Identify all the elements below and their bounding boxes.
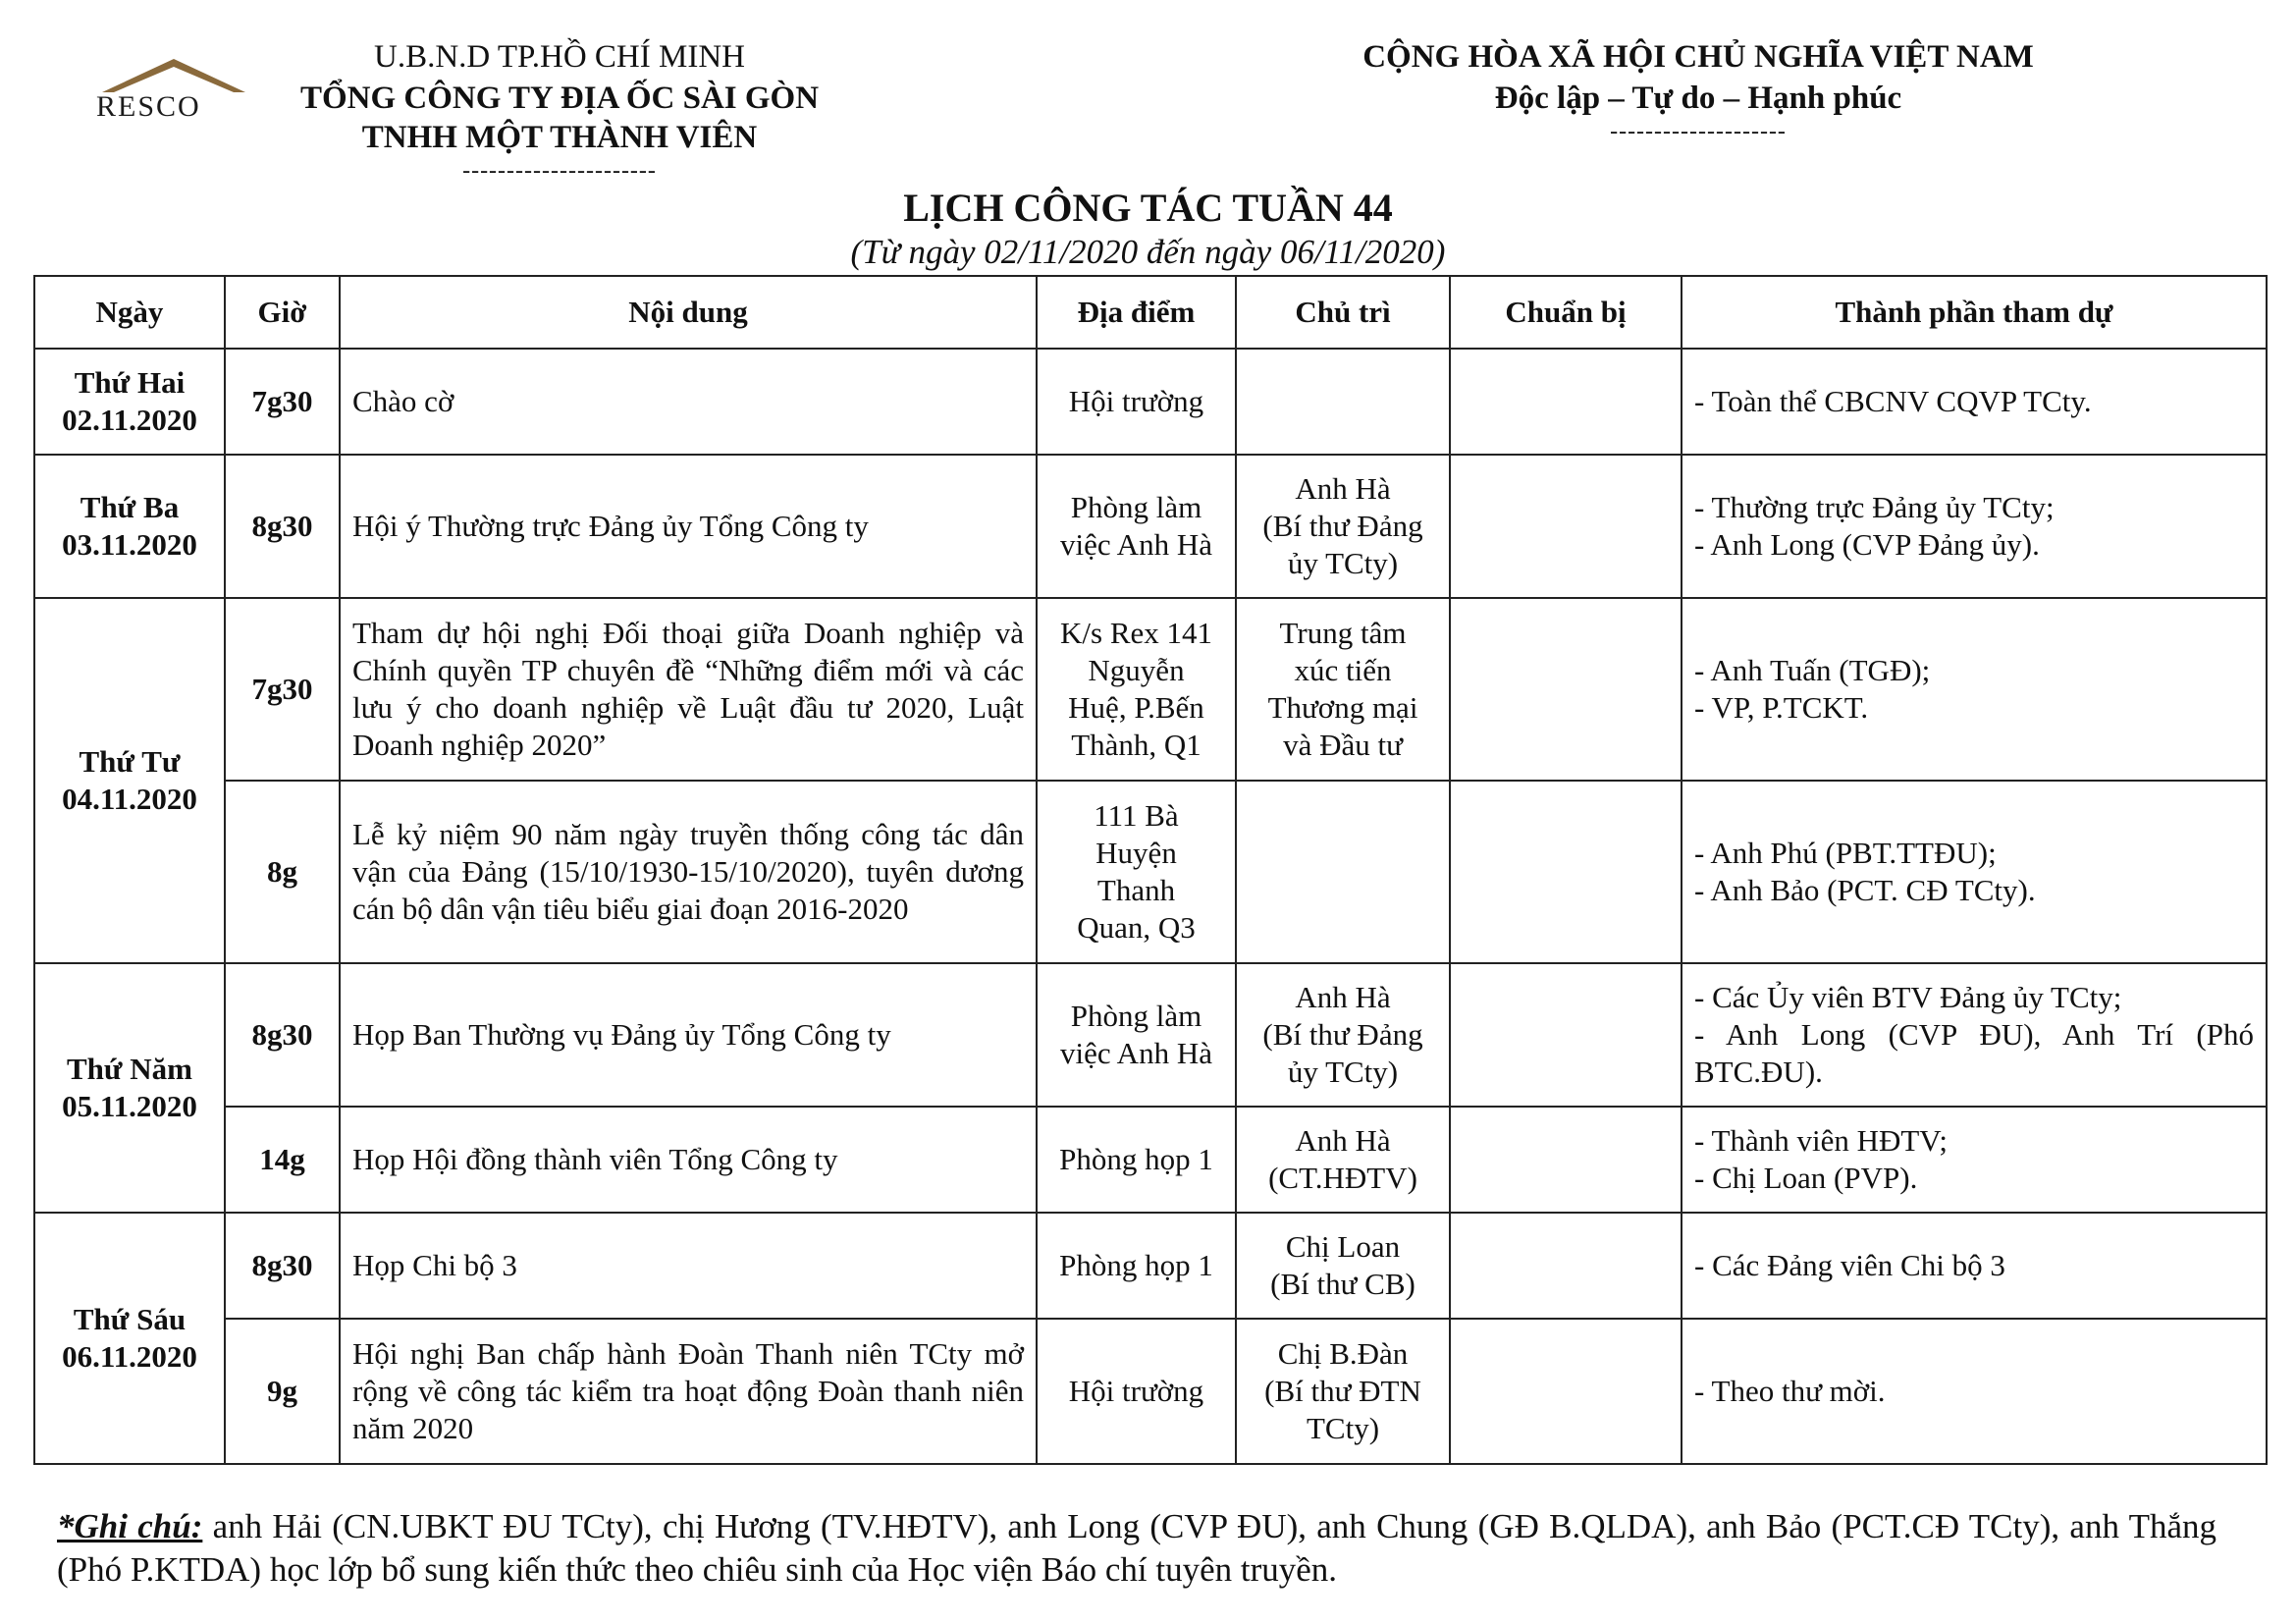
content-cell: Tham dự hội nghị Đối thoại giữa Doanh nghiệp và Chính quyền TP chuyên đề “Những điểm mới và các lưu ý cho doanh nghiệp về Luật đầu tư 2020, Luật Doanh nghiệp 2020” (340, 598, 1037, 781)
day-cell (34, 1213, 225, 1464)
day-name: Thứ Ba (80, 490, 180, 524)
place-line: việc Anh Hà (1060, 1036, 1212, 1070)
table-row (34, 1319, 2267, 1464)
attendees-cell (1682, 598, 2267, 781)
place-line: Huyện (1095, 836, 1177, 870)
place-line: Thanh (1096, 873, 1176, 907)
host-line: ủy TCty) (1287, 1055, 1399, 1089)
attendees-cell (1682, 349, 2267, 455)
host-line: Anh Hà (1295, 1123, 1391, 1158)
col-header-content: Nội dung (340, 276, 1037, 349)
time-cell: 9g (225, 1319, 340, 1464)
table-row (34, 349, 2267, 455)
attendee-line: - Toàn thể CBCNV CQVP TCty. (1694, 384, 2092, 418)
col-header-time: Giờ (225, 276, 340, 349)
place-line: Phòng họp 1 (1059, 1142, 1213, 1176)
place-cell (1037, 1107, 1236, 1213)
host-cell (1236, 349, 1450, 455)
content-cell: Hội nghị Ban chấp hành Đoàn Thanh niên TCty mở rộng về công tác kiểm tra hoạt động Đoàn thanh niên năm 2020 (340, 1319, 1037, 1464)
day-cell (34, 963, 225, 1213)
day-name: Thứ Hai (74, 365, 186, 400)
org-line-1: U.B.N.D TP.HỒ CHÍ MINH (373, 39, 745, 75)
content-cell: Lễ kỷ niệm 90 năm ngày truyền thống công tác dân vận của Đảng (15/10/1930-15/10/2020), tuyên dương cán bộ dân vận tiêu biểu giai đoạn 2016-2020 (340, 781, 1037, 963)
schedule-table (33, 275, 2268, 1465)
host-line: Chị Loan (1285, 1229, 1401, 1264)
host-line: Anh Hà (1295, 980, 1391, 1014)
national-header (1306, 35, 2091, 145)
org-line-2: TỔNG CÔNG TY ĐỊA ỐC SÀI GÒN (299, 81, 820, 116)
attendee-line: - Anh Bảo (PCT. CĐ TCty). (1694, 873, 2036, 907)
table-row (34, 963, 2267, 1107)
prep-cell (1450, 1213, 1682, 1319)
attendee-line: - Thường trực Đảng ủy TCty; (1694, 490, 2055, 524)
place-line: Hội trường (1068, 384, 1204, 418)
day-date: 04.11.2020 (62, 782, 197, 816)
prep-cell (1450, 781, 1682, 963)
attendee-line: - Chị Loan (PVP). (1694, 1161, 1918, 1195)
host-line: (Bí thư Đảng (1262, 1017, 1423, 1052)
footnote-label: *Ghi chú: (57, 1507, 203, 1545)
time-cell: 7g30 (225, 349, 340, 455)
attendees-cell (1682, 1319, 2267, 1464)
attendees-cell (1682, 1213, 2267, 1319)
place-cell (1037, 781, 1236, 963)
time-cell: 8g30 (225, 455, 340, 598)
attendee-line: - Thành viên HĐTV; (1694, 1123, 1948, 1158)
place-line: Thành, Q1 (1071, 728, 1201, 762)
prep-cell (1450, 1107, 1682, 1213)
prep-cell (1450, 598, 1682, 781)
attendee-line: - Anh Long (CVP ĐU), Anh Trí (Phó BTC.ĐU). (1694, 1017, 2254, 1089)
place-line: Hội trường (1068, 1374, 1204, 1408)
col-header-place: Địa điểm (1037, 276, 1236, 349)
place-cell (1037, 1319, 1236, 1464)
place-line: K/s Rex 141 (1060, 616, 1212, 650)
attendee-line: - Theo thư mời. (1694, 1374, 1886, 1408)
table-row (34, 598, 2267, 781)
table-row (34, 455, 2267, 598)
place-line: Phòng làm (1070, 999, 1202, 1033)
day-name: Thứ Tư (79, 744, 181, 779)
day-cell (34, 349, 225, 455)
day-name: Thứ Năm (67, 1052, 192, 1086)
day-cell (34, 455, 225, 598)
col-header-day: Ngày (34, 276, 225, 349)
attendee-line: - Các Ủy viên BTV Đảng ủy TCty; (1694, 980, 2122, 1014)
resco-logo (92, 55, 259, 124)
place-cell (1037, 598, 1236, 781)
schedule-date-range: (Từ ngày 02/11/2020 đến ngày 06/11/2020) (850, 233, 1446, 271)
day-name: Thứ Sáu (73, 1302, 187, 1336)
host-cell (1236, 1213, 1450, 1319)
time-cell: 14g (225, 1107, 340, 1213)
content-cell: Họp Ban Thường vụ Đảng ủy Tổng Công ty (340, 963, 1037, 1107)
time-cell: 8g (225, 781, 340, 963)
time-cell: 8g30 (225, 1213, 340, 1319)
organization-header (245, 35, 874, 185)
host-line: Anh Hà (1295, 471, 1391, 506)
day-date: 02.11.2020 (62, 403, 197, 437)
place-line: Quan, Q3 (1077, 910, 1196, 945)
content-cell: Họp Chi bộ 3 (340, 1213, 1037, 1319)
table-header-row (34, 276, 2267, 349)
place-line: Phòng họp 1 (1059, 1248, 1213, 1282)
place-line: 111 Bà (1094, 798, 1179, 833)
place-line: Huệ, P.Bến (1068, 690, 1204, 725)
attendees-cell (1682, 781, 2267, 963)
attendee-line: - Anh Long (CVP Đảng ủy). (1694, 527, 2040, 562)
national-motto: Độc lập – Tự do – Hạnh phúc (1494, 81, 1902, 116)
prep-cell (1450, 455, 1682, 598)
content-cell: Chào cờ (340, 349, 1037, 455)
col-header-host: Chủ trì (1236, 276, 1450, 349)
host-line: TCty) (1306, 1411, 1380, 1445)
org-divider: ---------------------- (462, 158, 657, 184)
host-line: (Bí thư CB) (1270, 1267, 1415, 1301)
table-row (34, 781, 2267, 963)
day-date: 03.11.2020 (62, 527, 197, 562)
host-line: Trung tâm (1279, 616, 1407, 650)
host-cell (1236, 781, 1450, 963)
org-line-3: TNHH MỘT THÀNH VIÊN (361, 120, 758, 155)
attendee-line: - Anh Tuấn (TGĐ); (1694, 653, 1931, 687)
logo-wordmark: RESCO (96, 90, 201, 123)
attendees-cell (1682, 1107, 2267, 1213)
attendee-line: - Các Đảng viên Chi bộ 3 (1694, 1248, 2005, 1282)
table-row (34, 1213, 2267, 1319)
host-line: Chị B.Đàn (1277, 1336, 1409, 1371)
national-divider: -------------------- (1610, 119, 1787, 144)
attendee-line: - VP, P.TCKT. (1694, 690, 1869, 725)
place-cell (1037, 963, 1236, 1107)
time-cell: 8g30 (225, 963, 340, 1107)
schedule-title: LỊCH CÔNG TÁC TUẦN 44 (903, 186, 1393, 230)
day-date: 06.11.2020 (62, 1339, 197, 1374)
attendees-cell (1682, 455, 2267, 598)
prep-cell (1450, 963, 1682, 1107)
place-cell (1037, 1213, 1236, 1319)
host-cell (1236, 1319, 1450, 1464)
col-header-attendees: Thành phần tham dự (1682, 276, 2267, 349)
attendees-cell (1682, 963, 2267, 1107)
host-line: (Bí thư ĐTN (1264, 1374, 1421, 1408)
day-date: 05.11.2020 (62, 1089, 197, 1123)
place-line: Nguyễn (1088, 653, 1185, 687)
time-cell: 7g30 (225, 598, 340, 781)
host-line: (CT.HĐTV) (1268, 1161, 1417, 1195)
col-header-prep: Chuẩn bị (1450, 276, 1682, 349)
host-cell (1236, 963, 1450, 1107)
host-cell (1236, 1107, 1450, 1213)
place-cell (1037, 349, 1236, 455)
footnote (57, 1505, 2216, 1592)
content-cell: Họp Hội đồng thành viên Tổng Công ty (340, 1107, 1037, 1213)
footnote-text: anh Hải (CN.UBKT ĐU TCty), chị Hương (TV.HĐTV), anh Long (CVP ĐU), anh Chung (GĐ B.QLDA), anh Bảo (PCT.CĐ TCty), anh Thắng (Phó P.KTDA) học lớp bổ sung kiến thức theo chiêu sinh của Học viện Báo chí tuyên truyền. (57, 1507, 2216, 1589)
place-line: việc Anh Hà (1060, 527, 1212, 562)
table-row (34, 1107, 2267, 1213)
host-line: và Đầu tư (1283, 728, 1403, 762)
host-line: ủy TCty) (1287, 546, 1399, 580)
place-cell (1037, 455, 1236, 598)
content-cell: Hội ý Thường trực Đảng ủy Tổng Công ty (340, 455, 1037, 598)
roof-logo-icon (100, 55, 247, 94)
host-line: xúc tiến (1294, 653, 1392, 687)
place-line: Phòng làm (1070, 490, 1202, 524)
prep-cell (1450, 349, 1682, 455)
host-line: (Bí thư Đảng (1262, 509, 1423, 543)
host-cell (1236, 455, 1450, 598)
host-line: Thương mại (1267, 690, 1418, 725)
attendee-line: - Anh Phú (PBT.TTĐU); (1694, 836, 1997, 870)
prep-cell (1450, 1319, 1682, 1464)
host-cell (1236, 598, 1450, 781)
day-cell (34, 598, 225, 963)
national-title: CỘNG HÒA XÃ HỘI CHỦ NGHĨA VIỆT NAM (1362, 39, 2034, 75)
